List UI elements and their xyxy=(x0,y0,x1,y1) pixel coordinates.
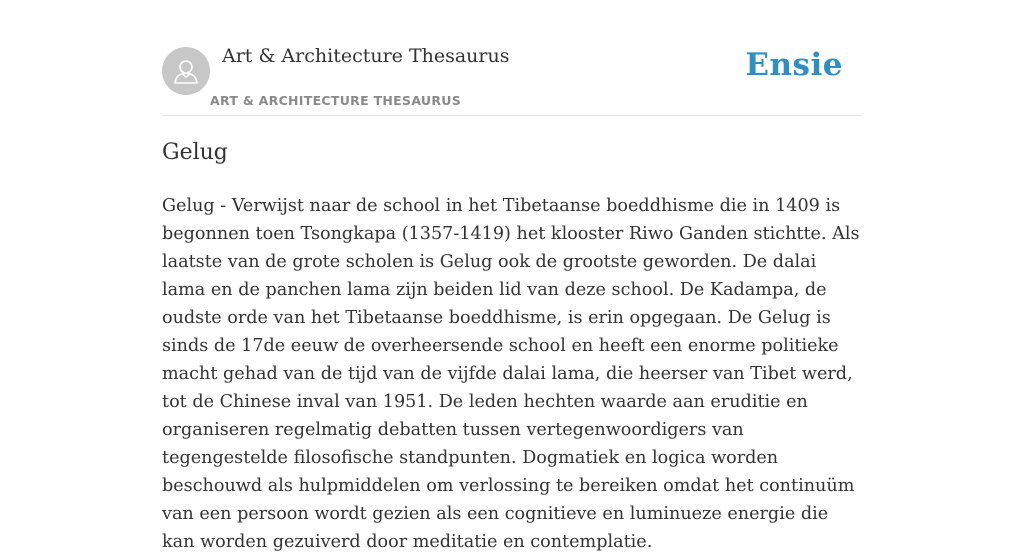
source-name-link[interactable]: Art & Architecture Thesaurus xyxy=(222,45,510,67)
page-title: Gelug xyxy=(162,140,228,165)
ensie-logo[interactable]: Ensie xyxy=(745,47,843,83)
page-container xyxy=(162,0,862,552)
source-subtitle: ART & ARCHITECTURE THESAURUS xyxy=(210,93,462,108)
article-body: Gelug - Verwijst naar de school in het Tibetaanse boeddhisme die in 1409 is begonnen toen Tsongkapa (1357-1419) het klooster Riwo Ganden stichtte. Als laatste van de grote scholen is Gelug ook de grootste geworden. De dalai lama en de panchen lama zijn beiden lid van deze school. De Kadampa, de oudste orde van het Tibetaanse boeddhisme, is erin opgegaan. De Gelug is sinds de 17de eeuw de overheersende school en heeft een enorme politieke macht gehad van de tijd van de vijfde dalai lama, die heerser van Tibet werd, tot de Chinese inval van 1951. De leden hechten waarde aan eruditie en organiseren regelmatig debatten tussen vertegenwoordigers van tegengestelde filosofische standpunten. Dogmatiek en logica worden beschouwd als hulpmiddelen om verlossing te bereiken omdat het continuüm van een persoon wordt gezien als een cognitieve en luminueze energie die kan worden gezuiverd door meditatie en contemplatie. xyxy=(162,196,860,552)
avatar[interactable] xyxy=(162,47,210,95)
user-icon xyxy=(171,56,201,86)
header xyxy=(162,0,862,116)
